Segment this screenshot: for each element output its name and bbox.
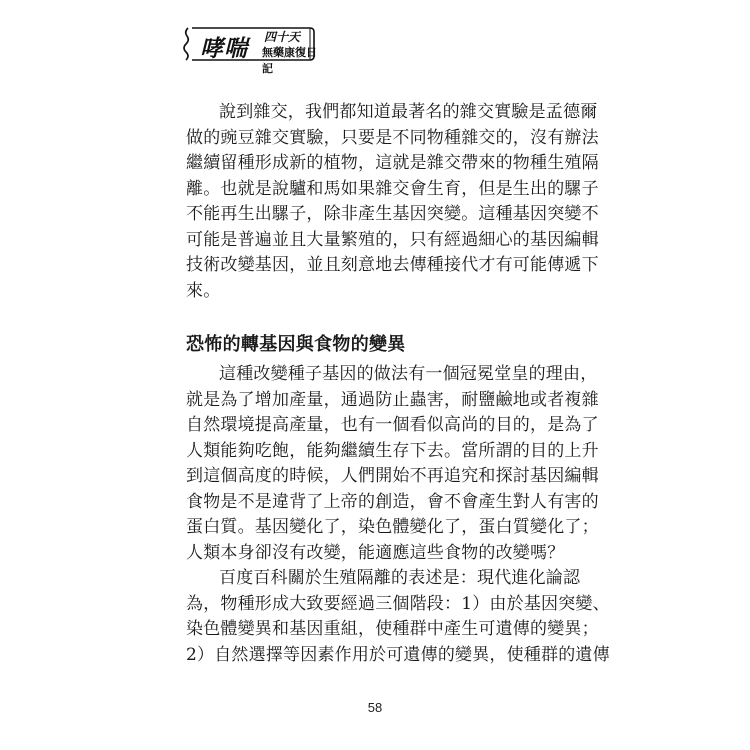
text-line: 可能是普遍並且大量繁殖的，只有經過細心的基因編輯 (186, 229, 599, 250)
text-line: 到這個高度的時候，人們開始不再追究和探討基因編輯 (186, 466, 599, 486)
text-line: 這種改變種子基因的做法有一個冠冕堂皇的理由， (219, 364, 598, 384)
book-title-sub-top: 四十天 (264, 30, 301, 44)
text-line: 人類本身卻沒有改變，能適應這些食物的改變嗎？ (186, 542, 565, 563)
text-line: 說到雜交，我們都知道最著名的雜交實驗是孟德爾 (219, 102, 598, 122)
paragraph-3 (186, 566, 610, 668)
section-heading: 恐怖的轉基因與食物的變異 (186, 334, 406, 355)
text-line: 人類能夠吃飽，能夠繼續生存下去。當所謂的目的上升 (186, 440, 599, 461)
text-line: 食物是不是違背了上帝的創造，會不會產生對人有害的 (186, 491, 599, 512)
text-line: 為，物種形成大致要經過三個階段：1）由於基因突變、 (186, 593, 610, 614)
text-line: 技術改變基因，並且刻意地去傳種接代才有可能傳遞下 (186, 255, 599, 275)
book-title-main: 哮喘 (200, 36, 248, 62)
text-line: 染色體變異和基因重組，使種群中產生可遺傳的變異； (186, 619, 599, 639)
paragraph-1 (186, 100, 599, 304)
text-line: 來。 (186, 280, 221, 301)
text-line: 蛋白質。基因變化了，染色體變化了，蛋白質變化了； (186, 517, 599, 537)
page-number: 58 (367, 700, 383, 715)
text-line: 離。也就是說驢和馬如果雜交會生育，但是生出的騾子 (186, 178, 599, 199)
paragraph-2 (186, 362, 599, 566)
text-line: 自然環境提高產量，也有一個看似高尚的目的，是為了 (186, 415, 599, 435)
text-line: 做的豌豆雜交實驗，只要是不同物種雜交的，沒有辦法 (186, 127, 599, 148)
text-line: 2）自然選擇等因素作用於可遺傳的變異，使種群的遺傳 (186, 644, 610, 665)
page-body (186, 100, 610, 668)
book-title-sub-bottom: 無藥康復日記 (262, 46, 317, 75)
text-line: 不能再生出騾子，除非產生基因突變。這種基因突變不 (186, 204, 599, 224)
text-line: 就是為了增加產量，通過防止蟲害，耐鹽鹼地或者複雜 (186, 389, 599, 410)
book-header (178, 22, 318, 75)
text-line: 繼續留種形成新的植物，這就是雜交帶來的物種生殖隔 (186, 153, 599, 173)
text-line: 百度百科關於生殖隔離的表述是：現代進化論認 (219, 568, 581, 588)
